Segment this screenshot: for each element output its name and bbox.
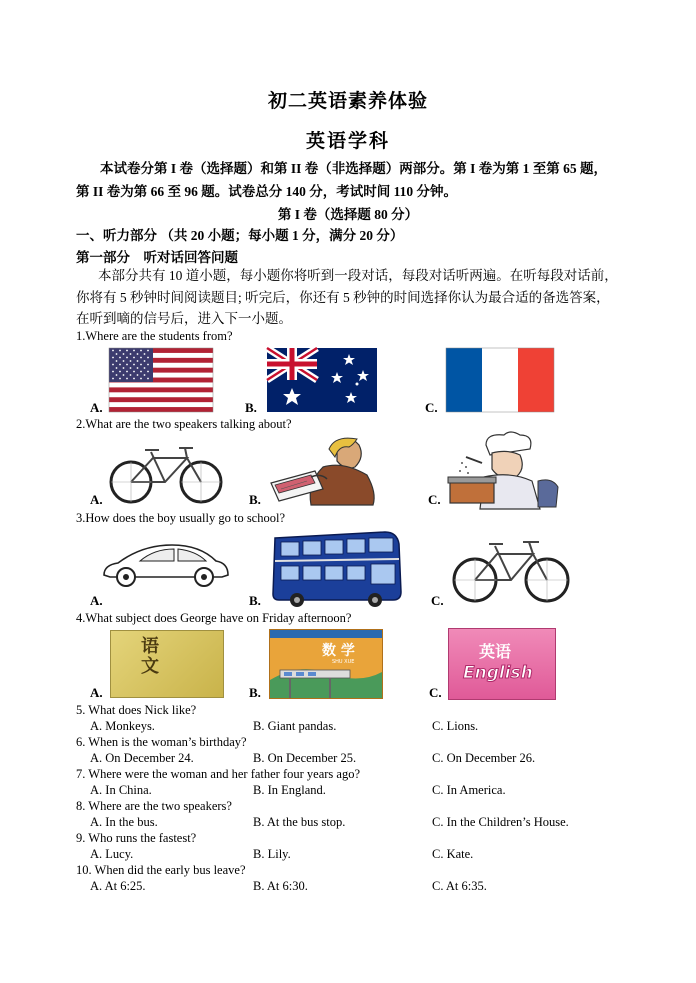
question-10: 10. When did the early bus leave? [76,863,246,877]
intro-line-1: 本试卷分第 I 卷（选择题）和第 II 卷（非选择题）两部分。第 I 卷为第 1 至第 65 题， [100,161,608,176]
question-9: 9. Who runs the fastest? [76,831,197,845]
q8-option-b[interactable]: B. At the bus stop. [253,815,346,829]
usa-star [140,371,142,373]
usa-star [133,378,135,380]
part1-heading: 第 I 卷（选择题 80 分） [277,207,419,222]
bicycle-image-2 [451,532,571,604]
q1-label-c: C. [425,400,438,415]
usa-star [119,350,121,352]
math-book-pinyin: SHU XUE [332,659,355,665]
usa-star [112,378,114,380]
usa-star [126,350,128,352]
q9-option-c[interactable]: C. Kate. [432,847,474,861]
question-4: 4.What subject does George have on Friday afternoon? [76,611,352,625]
q10-option-c[interactable]: C. At 6:35. [432,879,487,893]
usa-stripe [109,407,213,412]
q3-label-b: B. [249,593,261,608]
usa-star [130,374,132,376]
q2-label-b: B. [249,492,261,507]
usa-star [140,364,142,366]
usa-star [119,364,121,366]
usa-star [147,357,149,359]
usa-flag-image [109,348,213,412]
q5-option-c[interactable]: C. Lions. [432,719,479,733]
chinese-textbook-image [110,630,224,698]
usa-star [119,371,121,373]
question-7: 7. Where were the woman and her father four years ago? [76,767,361,781]
usa-star [144,367,146,369]
english-book-title-cn: 英语 [479,642,512,661]
usa-star [147,378,149,380]
usa-star [137,353,139,355]
usa-star [133,364,135,366]
usa-star [123,360,125,362]
q2-label-a: A. [90,492,103,507]
usa-star [137,374,139,376]
usa-star [144,374,146,376]
q4-label-b: B. [249,685,261,700]
usa-star [116,353,118,355]
usa-star [147,364,149,366]
q10-option-a[interactable]: A. At 6:25. [90,879,146,893]
instructions-line-3: 在听到嘀的信号后，进入下一小题。 [76,311,292,326]
question-6: 6. When is the woman’s birthday? [76,735,247,749]
double-decker-bus-image [269,530,403,608]
english-textbook-image [448,628,556,700]
usa-star [144,360,146,362]
q10-option-b[interactable]: B. At 6:30. [253,879,308,893]
subsection-title: 第一部分 听对话回答问题 [76,250,238,265]
chef-cooking-image [446,433,562,509]
usa-star [116,374,118,376]
usa-star [119,378,121,380]
france-flag-image [446,348,554,412]
usa-star [123,353,125,355]
section-title: 一、听力部分 （共 20 小题；每小题 1 分，满分 20 分） [76,228,404,243]
exam-title: 初二英语素养体验 [267,91,428,112]
q5-option-a[interactable]: A. Monkeys. [90,719,155,733]
english-book-title-en: English [463,663,533,683]
usa-stripe [109,387,213,392]
usa-star [140,350,142,352]
math-textbook-image [269,629,383,699]
usa-star [147,350,149,352]
usa-star [133,371,135,373]
australia-flag-image [267,348,377,412]
question-2: 2.What are the two speakers talking about? [76,417,292,431]
chinese-book-title: 语 文 [141,636,159,677]
q1-label-a: A. [90,400,103,415]
q3-label-a: A. [90,593,103,608]
usa-star [123,374,125,376]
person-reading-image [267,433,379,507]
instructions-line-1: 本部分共有 10 道小题，每小题你将听到一段对话，每段对话听两遍。在听每段对话前， [98,268,618,283]
q9-option-a[interactable]: A. Lucy. [90,847,134,861]
q2-label-c: C. [428,492,441,507]
q7-option-c[interactable]: C. In America. [432,783,506,797]
q7-option-a[interactable]: A. In China. [90,783,152,797]
q5-option-b[interactable]: B. Giant pandas. [253,719,337,733]
usa-star [130,353,132,355]
q6-option-a[interactable]: A. On December 24. [90,751,194,765]
usa-star [140,378,142,380]
usa-star [112,357,114,359]
usa-star [137,360,139,362]
usa-star [112,364,114,366]
q6-option-c[interactable]: C. On December 26. [432,751,536,765]
bicycle-image [107,440,225,506]
intro-line-2: 第 II 卷为第 66 至 96 题。试卷总分 140 分，考试时间 110 分钟。 [76,184,458,199]
question-5: 5. What does Nick like? [76,703,197,717]
q6-option-b[interactable]: B. On December 25. [253,751,357,765]
usa-star [119,357,121,359]
usa-star [147,371,149,373]
usa-star [126,371,128,373]
subject-title: 英语学科 [305,131,390,152]
q1-label-b: B. [245,400,257,415]
usa-star [116,367,118,369]
question-8: 8. Where are the two speakers? [76,799,232,813]
q8-option-c[interactable]: C. In the Children’s House. [432,815,569,829]
usa-stripe [109,397,213,402]
q7-option-b[interactable]: B. In England. [253,783,326,797]
q4-label-a: A. [90,685,103,700]
usa-star [133,357,135,359]
usa-star [130,367,132,369]
instructions-line-2: 你将有 5 秒钟时间阅读题目; 听完后，你还有 5 秒钟的时间选择你认为最合适的备选答案， [76,290,610,305]
q4-label-c: C. [429,685,442,700]
usa-star [126,378,128,380]
question-3: 3.How does the boy usually go to school? [76,511,286,525]
math-book-title: 数 学 [322,643,355,659]
car-image [100,543,232,587]
usa-star [126,357,128,359]
usa-star [140,357,142,359]
usa-star [112,371,114,373]
usa-star [130,360,132,362]
usa-star [144,353,146,355]
usa-star [133,350,135,352]
q3-label-c: C. [431,593,444,608]
usa-star [116,360,118,362]
q9-option-b[interactable]: B. Lily. [253,847,291,861]
usa-star [137,367,139,369]
q8-option-a[interactable]: A. In the bus. [90,815,158,829]
usa-star [112,350,114,352]
usa-canton [109,348,153,382]
usa-star [126,364,128,366]
question-1: 1.Where are the students from? [76,329,233,343]
usa-star [123,367,125,369]
